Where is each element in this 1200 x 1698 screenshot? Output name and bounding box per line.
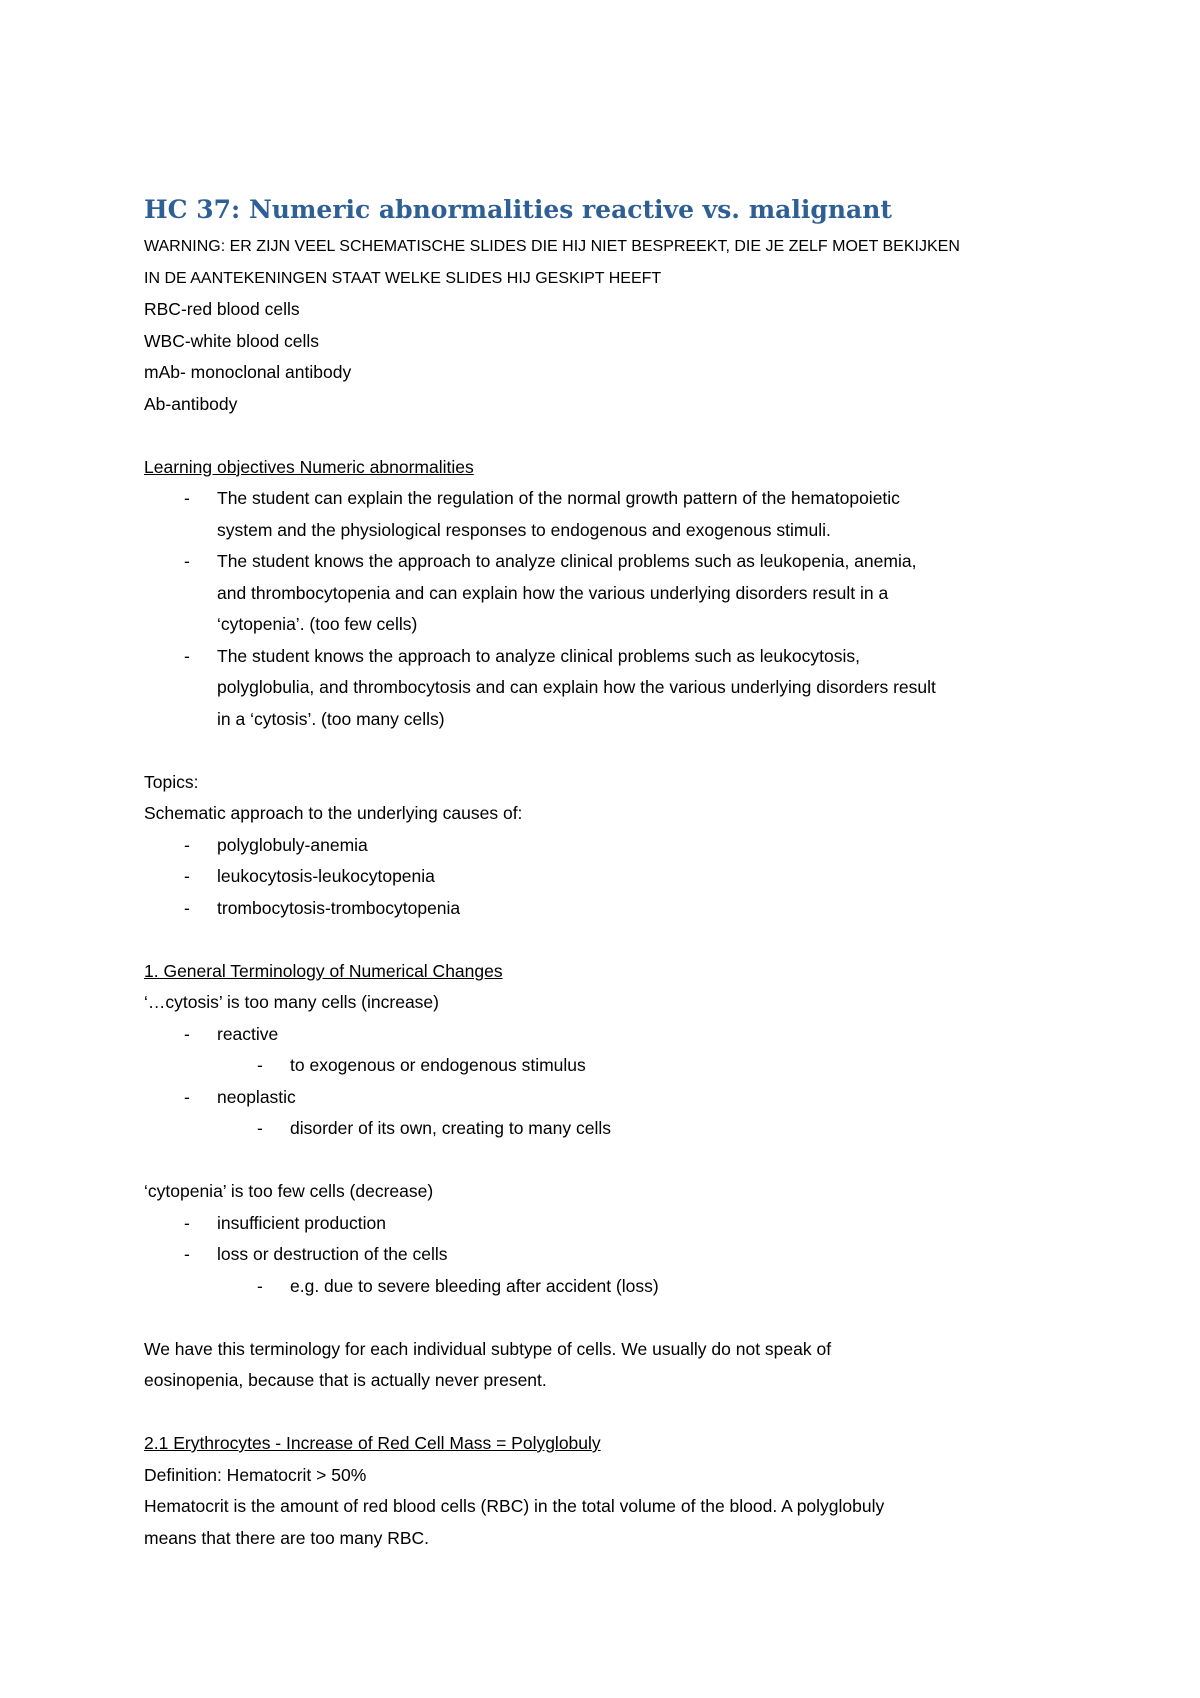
list-item xyxy=(144,1019,1074,1051)
dash-bullet: - xyxy=(184,645,190,666)
spacer xyxy=(144,1145,1074,1177)
sub-list-item-text: to exogenous or endogenous stimulus xyxy=(290,1055,586,1075)
dash-bullet: - xyxy=(184,1023,190,1044)
sub-list-item-text: e.g. due to severe bleeding after accident (loss) xyxy=(290,1275,659,1296)
dash-bullet: - xyxy=(184,866,190,886)
warning-line: IN DE AANTEKENINGEN STAAT WELKE SLIDES HIJ GESKIPT HEEFT xyxy=(144,269,662,287)
abbreviation-line: mAb- monoclonal antibody xyxy=(144,362,352,382)
section1-heading: 1. General Terminology of Numerical Changes xyxy=(144,960,503,981)
dash-bullet: - xyxy=(257,1055,263,1075)
objective-text-line: The student knows the approach to analyze clinical problems such as leukopenia, anemia, xyxy=(217,551,917,571)
objective-text-line: ‘cytopenia’. (too few cells) xyxy=(217,614,418,634)
list-item xyxy=(144,1082,1074,1114)
section2-heading: 2.1 Erythrocytes - Increase of Red Cell Mass = Polyglobuly xyxy=(144,1433,601,1453)
warning-line: WARNING: ER ZIJN VEEL SCHEMATISCHE SLIDES DIE HIJ NIET BESPREEKT, DIE JE ZELF MOET BEKIJKEN xyxy=(144,238,960,255)
list-item-text: loss or destruction of the cells xyxy=(217,1244,448,1264)
dash-bullet: - xyxy=(184,1086,190,1107)
list-item xyxy=(144,1239,1074,1271)
list-item-text: neoplastic xyxy=(217,1086,296,1107)
sub-list-item xyxy=(144,1113,1074,1145)
objective-item xyxy=(144,641,1074,736)
topics-heading: Topics: xyxy=(144,771,199,792)
objective-text-line: The student knows the approach to analyze clinical problems such as leukocytosis, xyxy=(217,645,860,666)
dash-bullet: - xyxy=(257,1118,263,1138)
document-content xyxy=(144,193,1074,1554)
topic-item xyxy=(144,861,1074,893)
objectives-heading: Learning objectives Numeric abnormalities xyxy=(144,456,474,477)
dash-bullet: - xyxy=(184,551,190,571)
abbreviation-line: RBC-red blood cells xyxy=(144,299,300,319)
spacer xyxy=(144,1397,1074,1429)
objective-text-line: polyglobulia, and thrombocytosis and can explain how the various underlying disorders result xyxy=(217,677,936,697)
topic-text: polyglobuly-anemia xyxy=(217,834,368,855)
topics-intro: Schematic approach to the underlying causes of: xyxy=(144,803,523,823)
list-item-text: insufficient production xyxy=(217,1212,386,1233)
objective-text-line: in a ‘cytosis’. (too many cells) xyxy=(217,708,445,729)
topic-text: trombocytosis-trombocytopenia xyxy=(217,897,461,918)
objective-item xyxy=(144,546,1074,641)
spacer xyxy=(144,735,1074,767)
dash-bullet: - xyxy=(184,897,190,918)
dash-bullet: - xyxy=(257,1275,263,1296)
paragraph-line: We have this terminology for each individual subtype of cells. We usually do not speak of xyxy=(144,1338,832,1359)
objective-text-line: and thrombocytopenia and can explain how the various underlying disorders result in a xyxy=(217,582,889,603)
sub-list-item-text: disorder of its own, creating to many cells xyxy=(290,1118,611,1138)
paragraph-line: eosinopenia, because that is actually never present. xyxy=(144,1370,547,1390)
abbreviation-line: WBC-white blood cells xyxy=(144,330,320,351)
spacer xyxy=(144,924,1074,956)
dash-bullet: - xyxy=(184,1244,190,1264)
objective-item xyxy=(144,483,1074,546)
page-title: HC 37: Numeric abnormalities reactive vs. malignant xyxy=(144,195,892,224)
list-item xyxy=(144,1208,1074,1240)
dash-bullet: - xyxy=(184,834,190,855)
cytosis-line: ‘…cytosis’ is too many cells (increase) xyxy=(144,992,439,1012)
dash-bullet: - xyxy=(184,1212,190,1233)
dash-bullet: - xyxy=(184,488,190,508)
paragraph-line: Hematocrit is the amount of red blood cells (RBC) in the total volume of the blood. A polyglobuly xyxy=(144,1496,885,1516)
topic-item xyxy=(144,830,1074,862)
topic-item xyxy=(144,893,1074,925)
definition-line: Definition: Hematocrit > 50% xyxy=(144,1464,367,1485)
spacer xyxy=(144,1302,1074,1334)
cytopenia-line: ‘cytopenia’ is too few cells (decrease) xyxy=(144,1181,434,1201)
abbreviation-line: Ab-antibody xyxy=(144,393,238,414)
spacer xyxy=(144,420,1074,452)
topic-text: leukocytosis-leukocytopenia xyxy=(217,866,435,886)
paragraph-line: means that there are too many RBC. xyxy=(144,1527,429,1548)
sub-list-item xyxy=(144,1050,1074,1082)
objective-text-line: The student can explain the regulation of the normal growth pattern of the hematopoietic xyxy=(217,488,900,508)
sub-list-item xyxy=(144,1271,1074,1303)
list-item-text: reactive xyxy=(217,1023,279,1044)
objective-text-line: system and the physiological responses to endogenous and exogenous stimuli. xyxy=(217,519,831,540)
